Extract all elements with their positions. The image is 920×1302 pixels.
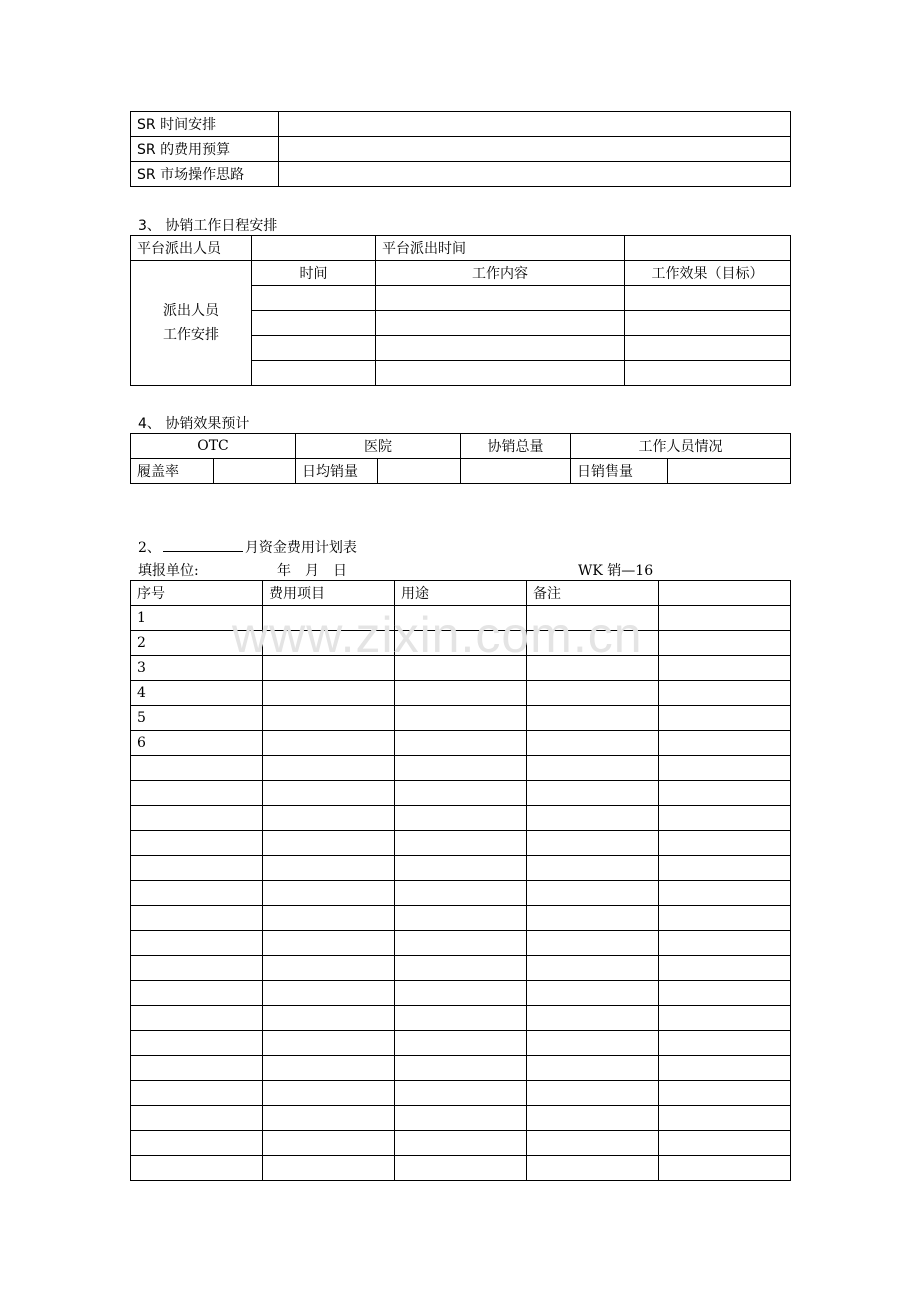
expense-cell — [263, 931, 395, 956]
form-code: WK 销—16 — [578, 563, 654, 579]
row-number — [131, 931, 263, 956]
row-number — [131, 881, 263, 906]
table-row — [131, 1131, 791, 1156]
expense-cell — [527, 906, 659, 931]
schedule-cell — [376, 311, 625, 336]
table-row — [131, 681, 791, 706]
dispatch-label-line1: 派出人员 — [163, 303, 219, 319]
header-seq: 序号 — [131, 581, 263, 606]
staff-header: 工作人员情况 — [571, 434, 791, 459]
expense-cell — [659, 631, 791, 656]
expense-cell — [395, 856, 527, 881]
sr-budget-cell — [279, 137, 791, 162]
expense-cell — [263, 1006, 395, 1031]
section4-title: 4、 协销效果预计 — [138, 416, 250, 432]
schedule-cell — [376, 336, 625, 361]
schedule-cell — [252, 286, 376, 311]
dispatch-label — [131, 261, 252, 386]
schedule-cell — [252, 311, 376, 336]
header-purpose: 用途 — [395, 581, 527, 606]
col-time-header: 时间 — [252, 261, 376, 286]
expense-cell — [659, 906, 791, 931]
sr-strategy-cell — [279, 162, 791, 187]
expense-cell — [395, 1056, 527, 1081]
table-row — [131, 806, 791, 831]
total-header: 协销总量 — [461, 434, 571, 459]
expense-cell — [395, 831, 527, 856]
expense-cell — [659, 1081, 791, 1106]
section2-prefix: 2、 — [138, 540, 161, 556]
row-number — [131, 1131, 263, 1156]
row-number — [131, 1081, 263, 1106]
expense-cell — [659, 856, 791, 881]
expense-cell — [263, 731, 395, 756]
expense-cell — [659, 831, 791, 856]
daily-avg-cell — [378, 459, 461, 484]
expense-cell — [263, 706, 395, 731]
expense-cell — [659, 1056, 791, 1081]
row-number — [131, 1156, 263, 1181]
expense-cell — [395, 1031, 527, 1056]
platform-time-cell — [625, 236, 791, 261]
platform-staff-cell — [252, 236, 376, 261]
expense-cell — [395, 706, 527, 731]
expense-cell — [395, 781, 527, 806]
row-number: 1 — [131, 606, 263, 631]
table-row — [131, 831, 791, 856]
expense-cell — [527, 1056, 659, 1081]
expense-cell — [395, 756, 527, 781]
expense-cell — [659, 1131, 791, 1156]
expense-cell — [263, 856, 395, 881]
table-row — [131, 781, 791, 806]
schedule-table — [130, 235, 791, 386]
expense-cell — [527, 1031, 659, 1056]
coverage-cell — [214, 459, 296, 484]
row-number — [131, 1106, 263, 1131]
table-row — [131, 1156, 791, 1181]
expense-cell — [263, 1056, 395, 1081]
schedule-cell — [625, 286, 791, 311]
expense-cell — [263, 906, 395, 931]
expense-cell — [395, 1106, 527, 1131]
row-number — [131, 856, 263, 881]
expense-cell — [527, 731, 659, 756]
schedule-cell — [252, 336, 376, 361]
daily-avg-label: 日均销量 — [296, 459, 378, 484]
sr-table — [130, 111, 791, 187]
expense-cell — [263, 981, 395, 1006]
expense-cell — [263, 1081, 395, 1106]
row-number — [131, 1056, 263, 1081]
expense-cell — [263, 681, 395, 706]
expense-cell — [395, 731, 527, 756]
sr-time-label: SR 时间安排 — [131, 112, 279, 137]
sr-strategy-label: SR 市场操作思路 — [131, 162, 279, 187]
expense-cell — [263, 1131, 395, 1156]
expense-cell — [659, 781, 791, 806]
section2-title — [138, 537, 357, 557]
expense-cell — [659, 981, 791, 1006]
table-row — [131, 1106, 791, 1131]
table-row — [131, 756, 791, 781]
expense-cell — [527, 1081, 659, 1106]
expense-cell — [263, 956, 395, 981]
expense-cell — [263, 806, 395, 831]
schedule-cell — [625, 311, 791, 336]
expense-cell — [659, 881, 791, 906]
table-row — [131, 856, 791, 881]
col-effect-header: 工作效果（目标） — [625, 261, 791, 286]
table-row — [131, 1031, 791, 1056]
table-row — [131, 906, 791, 931]
expense-cell — [395, 956, 527, 981]
expense-cell — [659, 931, 791, 956]
expense-cell — [527, 806, 659, 831]
expense-cell — [659, 1156, 791, 1181]
total-cell — [461, 459, 571, 484]
expense-cell — [263, 756, 395, 781]
expense-cell — [659, 606, 791, 631]
expense-cell — [395, 1156, 527, 1181]
expense-cell — [395, 881, 527, 906]
expense-cell — [395, 906, 527, 931]
row-number — [131, 1031, 263, 1056]
expense-cell — [659, 806, 791, 831]
expense-cell — [659, 756, 791, 781]
expense-cell — [395, 681, 527, 706]
expense-cell — [395, 1081, 527, 1106]
section2-title-text: 月资金费用计划表 — [244, 540, 357, 556]
unit-label: 填报单位: — [138, 563, 199, 579]
expense-cell — [263, 1106, 395, 1131]
row-number — [131, 956, 263, 981]
expense-cell — [527, 881, 659, 906]
sr-budget-label: SR 的费用预算 — [131, 137, 279, 162]
expense-cell — [395, 981, 527, 1006]
sr-time-cell — [279, 112, 791, 137]
row-number: 2 — [131, 631, 263, 656]
date-label: 年 月 日 — [277, 563, 347, 579]
expense-cell — [659, 706, 791, 731]
table-row — [131, 931, 791, 956]
table-row — [131, 1006, 791, 1031]
daily-sales-label: 日销售量 — [571, 459, 668, 484]
table-row — [131, 731, 791, 756]
expense-cell — [527, 1156, 659, 1181]
expense-cell — [263, 1156, 395, 1181]
expense-cell — [527, 706, 659, 731]
expense-cell — [527, 956, 659, 981]
expense-cell — [395, 1131, 527, 1156]
expense-table — [130, 580, 791, 1181]
expense-cell — [659, 656, 791, 681]
expense-cell — [527, 856, 659, 881]
expense-cell — [527, 756, 659, 781]
table-row — [131, 706, 791, 731]
row-number: 6 — [131, 731, 263, 756]
expense-cell — [527, 1006, 659, 1031]
expense-cell — [659, 956, 791, 981]
expense-cell — [263, 781, 395, 806]
row-number — [131, 906, 263, 931]
header-remark: 备注 — [527, 581, 659, 606]
watermark: www.zixin.com.cn — [232, 607, 643, 663]
row-number: 4 — [131, 681, 263, 706]
header-extra — [659, 581, 791, 606]
expense-cell — [527, 931, 659, 956]
expense-cell — [527, 1131, 659, 1156]
expense-cell — [395, 931, 527, 956]
row-number — [131, 1006, 263, 1031]
expense-cell — [659, 1031, 791, 1056]
platform-time-label: 平台派出时间 — [376, 236, 625, 261]
row-number — [131, 981, 263, 1006]
table-row — [131, 981, 791, 1006]
dispatch-label-line2: 工作安排 — [163, 327, 219, 343]
row-number — [131, 781, 263, 806]
coverage-label: 履盖率 — [131, 459, 214, 484]
expense-cell — [527, 981, 659, 1006]
table-row — [131, 1081, 791, 1106]
platform-staff-label: 平台派出人员 — [131, 236, 252, 261]
expense-cell — [659, 731, 791, 756]
table-row — [131, 956, 791, 981]
schedule-cell — [625, 361, 791, 386]
table-row — [131, 881, 791, 906]
expense-cell — [659, 1006, 791, 1031]
expense-cell — [395, 806, 527, 831]
row-number — [131, 831, 263, 856]
row-number: 3 — [131, 656, 263, 681]
header-item: 费用项目 — [263, 581, 395, 606]
expense-cell — [527, 831, 659, 856]
expense-cell — [263, 1031, 395, 1056]
row-number — [131, 806, 263, 831]
expense-cell — [527, 681, 659, 706]
expense-cell — [263, 831, 395, 856]
expense-cell — [527, 781, 659, 806]
schedule-cell — [376, 361, 625, 386]
daily-sales-cell — [668, 459, 791, 484]
expense-cell — [527, 1106, 659, 1131]
schedule-cell — [252, 361, 376, 386]
effect-table — [130, 433, 791, 484]
table-row — [131, 1056, 791, 1081]
expense-cell — [659, 1106, 791, 1131]
hospital-header: 医院 — [296, 434, 461, 459]
row-number — [131, 756, 263, 781]
month-blank — [163, 538, 243, 552]
schedule-cell — [625, 336, 791, 361]
col-content-header: 工作内容 — [376, 261, 625, 286]
expense-cell — [395, 1006, 527, 1031]
otc-header: OTC — [131, 434, 296, 459]
section3-title: 3、 协销工作日程安排 — [138, 218, 278, 234]
schedule-cell — [376, 286, 625, 311]
expense-cell — [263, 881, 395, 906]
row-number: 5 — [131, 706, 263, 731]
expense-cell — [659, 681, 791, 706]
